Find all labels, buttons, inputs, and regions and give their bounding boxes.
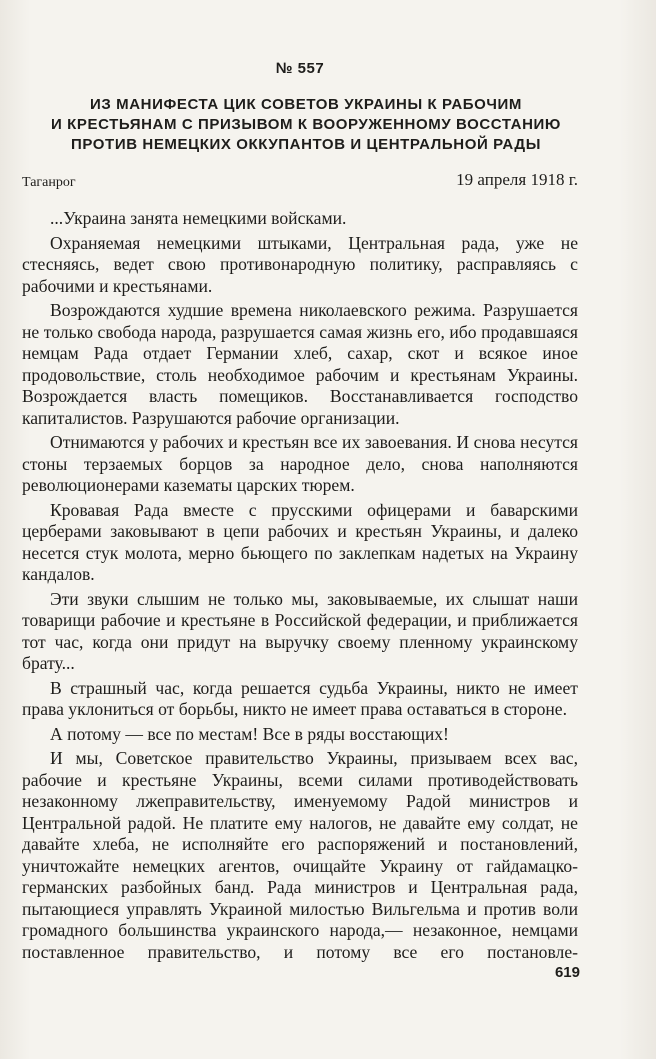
document-place: Таганрог	[22, 175, 76, 190]
title-line: ПРОТИВ НЕМЕЦКИХ ОККУПАНТОВ И ЦЕНТРАЛЬНОЙ РАДЫ	[71, 136, 541, 153]
document-number: № 557	[275, 60, 325, 77]
body-paragraph: А потому — все по местам! Все в ряды восстающих!	[50, 723, 449, 744]
body-paragraph: Возрождаются худшие времена николаевского режима. Разрушается не только свобода народа, разрушается самая жизнь его, ибо продавшаяся немцам Рада отдает Германии хлеб, сахар, скот и всякое иное продовольствие, столь необходимое рабочим и крестьянам Украины. Возрождается власть помещиков. Восстанавливается господство капиталистов. Разрушаются рабочие организации.	[22, 300, 578, 428]
title-line: ИЗ МАНИФЕСТА ЦИК СОВЕТОВ УКРАИНЫ К РАБОЧИМ	[89, 96, 523, 113]
body-paragraph: ...Украина занята немецкими войсками.	[50, 208, 347, 228]
body-paragraph: В страшный час, когда решается судьба Украины, никто не имеет права уклониться от борьбы, никто не имеет права оставаться в стороне.	[22, 677, 578, 719]
document-body	[22, 208, 578, 966]
document-title	[20, 95, 592, 155]
body-paragraph: Отнимаются у рабочих и крестьян все их завоевания. И снова несутся стоны терзаемых борцов за народное дело, снова наполняются революционерами казематы царских тюрем.	[22, 432, 578, 495]
document-date: 19 апреля 1918 г.	[456, 170, 578, 189]
page-number: 619	[554, 964, 580, 981]
title-line: И КРЕСТЬЯНАМ С ПРИЗЫВОМ К ВООРУЖЕННОМУ ВОССТАНИЮ	[51, 116, 561, 133]
body-paragraph: Эти звуки слышим не только мы, заковываемые, их слышат наши товарищи рабочие и крестьяне в Российской федерации, и приближается тот час, когда они придут на выручку своему пленному украинскому брату...	[22, 588, 578, 673]
body-paragraph: Кровавая Рада вместе с прусскими офицерами и баварскими церберами заковывают в цепи рабочих и крестьян Украины, и далеко несется стук молота, мерно бьющего по заклепкам надетых на Украину кандалов.	[22, 499, 578, 584]
body-paragraph: И мы, Советское правительство Украины, призываем всех вас, рабочие и крестьяне Украины, всеми силами противодействовать незаконному лжеправительству, именуемому Радой министров и Центральной радой. Не платите ему налогов, не давайте ему солдат, не давайте хлеба, не исполняйте его распоряжений и постановлений, уничтожайте немецких агентов, очищайте Украину от гайдамацко-германских разбойных банд. Рада министров и Центральная рада, пытающиеся управлять Украиной милостью Вильгельма и против воли громадного большинства украинского народа,— незаконное, немцами поставленное правительство, и потому все его постановле-	[22, 748, 578, 962]
body-paragraph: Охраняемая немецкими штыками, Центральная рада, уже не стесняясь, ведет свою противонародную политику, расправляясь с рабочими и крестьянами.	[22, 232, 578, 296]
